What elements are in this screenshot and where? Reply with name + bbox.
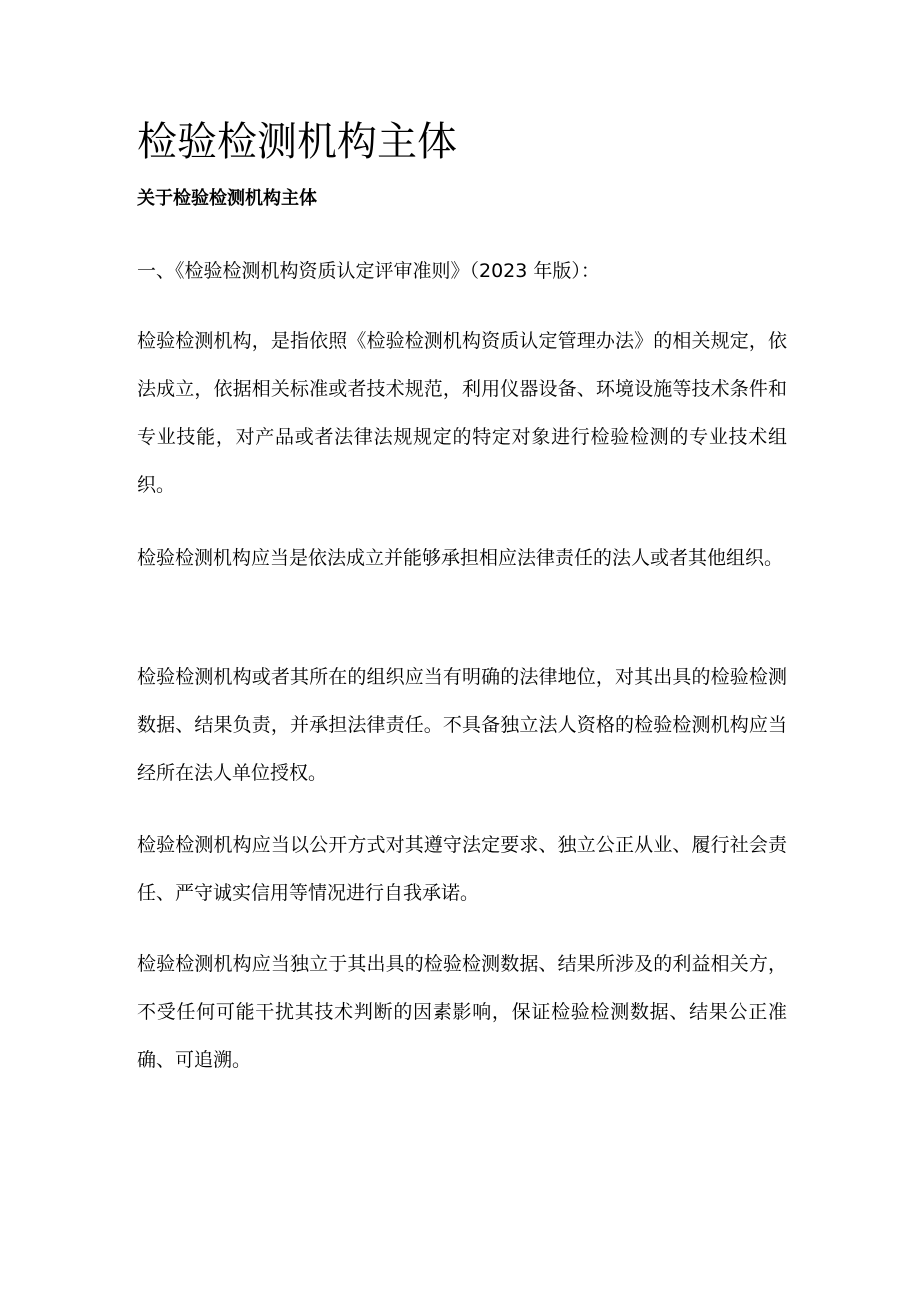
paragraph-legal-status: 检验检测机构或者其所在的组织应当有明确的法律地位，对其出具的检验检测数据、结果负责，并承担法律责任。不具备独立法人资格的检验检测机构应当经所在法人单位授权。 [137, 666, 787, 784]
document-subtitle: 关于检验检测机构主体 [137, 188, 317, 209]
paragraph-legal-entity: 检验检测机构应当是依法成立并能够承担相应法律责任的法人或者其他组织。 [137, 547, 784, 569]
paragraph-definition: 检验检测机构，是指依照《检验检测机构资质认定管理办法》的相关规定，依法成立，依据相关标准或者技术规范，利用仪器设备、环境设施等技术条件和专业技能，对产品或者法律法规规定的特定对象进行检验检测的专业技术组织。 [137, 330, 787, 496]
document-title: 检验检测机构主体 [137, 119, 457, 165]
paragraph-independence: 检验检测机构应当独立于其出具的检验检测数据、结果所涉及的利益相关方，不受任何可能干扰其技术判断的因素影响，保证检验检测数据、结果公正准确、可追溯。 [137, 953, 787, 1071]
section-heading: 一、《检验检测机构资质认定评审准则》（2023 年版）： [137, 260, 600, 282]
paragraph-public-commitment: 检验检测机构应当以公开方式对其遵守法定要求、独立公正从业、履行社会责任、严守诚实信用等情况进行自我承诺。 [137, 834, 787, 904]
